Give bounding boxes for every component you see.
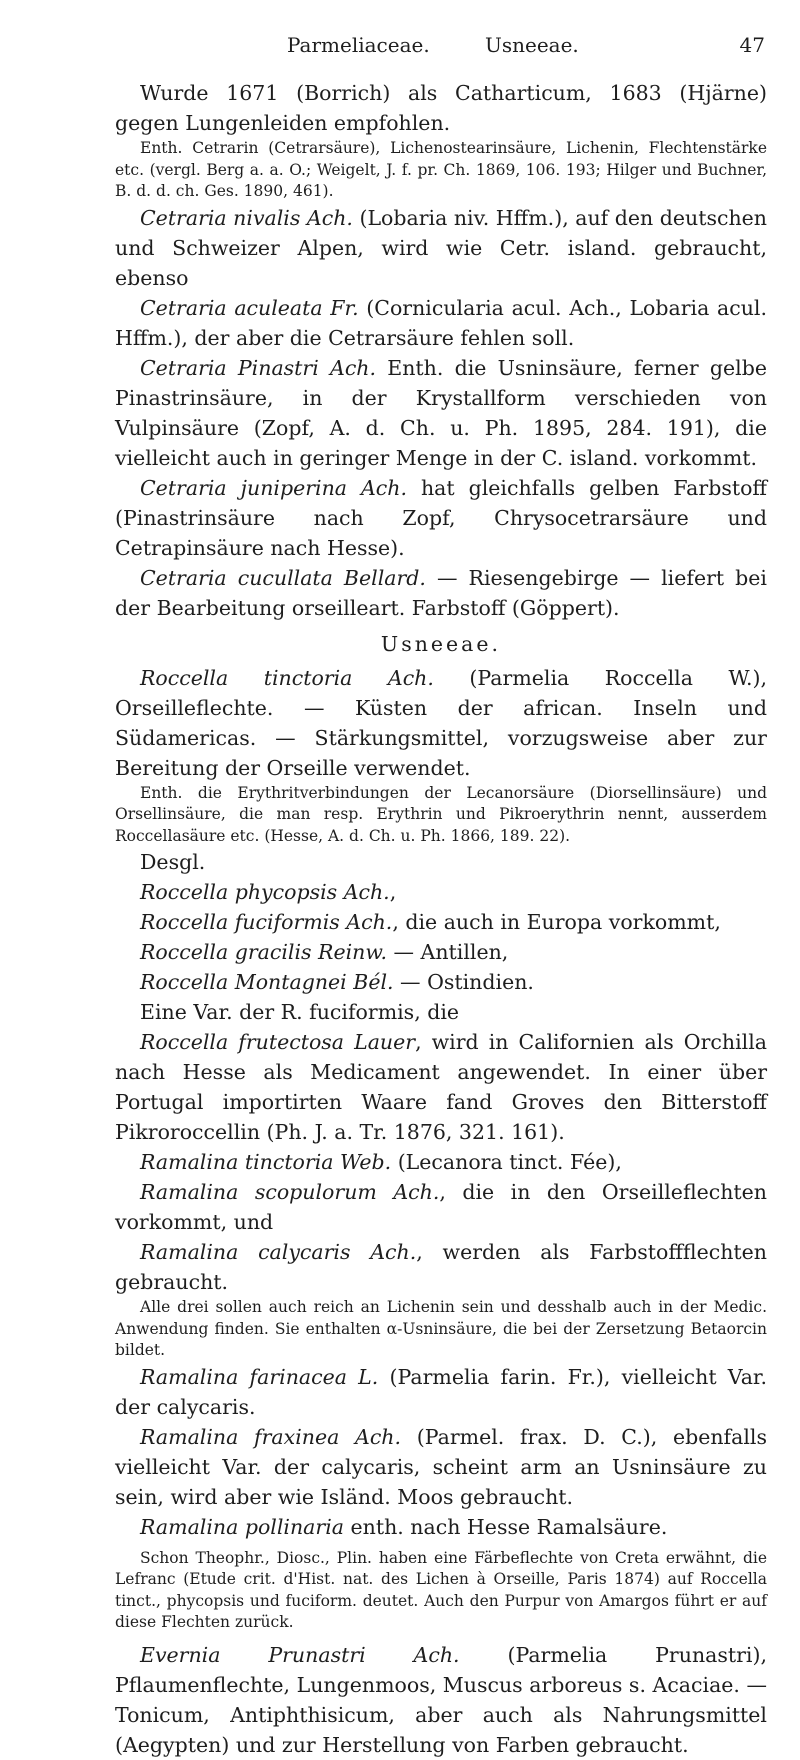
running-header bbox=[115, 30, 765, 60]
note-erythrit: Enth. die Erythritverbindungen der Lecanorsäure (Diorsellinsäure) und Orsellinsäure, die man resp. Erythrin und Pikroerythrin nennt, ausserdem Roccellasäure etc. (Hesse, A. d. Ch. u. Ph. 1866, 189. 22). bbox=[115, 783, 767, 845]
species-name: Cetraria nivalis Ach. bbox=[140, 205, 353, 230]
note-theophrastus: Schon Theophr., Diosc., Plin. haben eine Färbeflechte von Creta erwähnt, die Lefranc (Etude crit. d'Hist. nat. des Lichen à Orseille, Paris 1874) auf Roccella tinct., phycopsis und fuciform. deutet. Auch den Purpur von Amargos führt er auf diese Flechten zurück. bbox=[115, 1548, 767, 1631]
species-name: Roccella frutectosa Lauer bbox=[140, 1030, 416, 1054]
entry-cetraria-pinastri: Cetraria Pinastri Ach. Enth. die Usninsäure, ferner gelbe Pinastrinsäure, in der Krystallform verschieden von Vulpinsäure (Zopf, A. d. Ch. u. Ph. 1895, 284. 191), die vielleicht auch in geringer Menge in der C. island. vorkommt. bbox=[115, 355, 767, 470]
species-name: Ramalina pollinaria bbox=[140, 1514, 344, 1539]
entry-ramalina-pollinaria: Ramalina pollinaria enth. nach Hesse Ramalsäure. bbox=[140, 1514, 668, 1539]
entry-roccella-gracilis: Roccella gracilis Reinw. — Antillen, bbox=[140, 940, 509, 964]
species-name: Roccella fuciformis Ach. bbox=[140, 910, 393, 934]
species-name: Ramalina calycaris Ach. bbox=[140, 1240, 417, 1264]
entry-ramalina-scopulorum: Ramalina scopulorum Ach., die in den Orseilleflechten vorkommt, und bbox=[115, 1180, 768, 1234]
page-body bbox=[115, 78, 767, 1760]
header-family: Parmeliaceae. bbox=[287, 33, 430, 57]
species-name: Ramalina scopulorum Ach. bbox=[140, 1180, 440, 1204]
species-name: Cetraria juniperina Ach. bbox=[140, 475, 407, 500]
section-heading: Usneeae. bbox=[380, 631, 502, 656]
entry-roccella-frutectosa: Roccella frutectosa Lauer, wird in Californien als Orchilla nach Hesse als Medicament angewendet. In einer über Portugal importirten Waare fand Groves den Bitterstoff Pikroroccellin (Ph. J. a. Tr. 1876, 321. 161). bbox=[115, 1030, 767, 1144]
note-cetrarin: Enth. Cetrarin (Cetrarsäure), Lichenostearinsäure, Lichenin, Flechtenstärke etc. (vergl. Berg a. a. O.; Weigelt, J. f. pr. Ch. 1869, 106. 193; Hilger und Buchner, B. d. d. ch. Ges. 1890, 461). bbox=[115, 139, 767, 200]
entry-evernia-prunastri: Evernia Prunastri Ach. (Parmelia Prunastri), Pflaumenflechte, Lungenmoos, Muscus arboreus s. Acaciae. — Tonicum, Antiphthisicum, aber auch als Nahrungsmittel (Aegypten) und zur Herstellung von Farben gebraucht. bbox=[115, 1642, 767, 1757]
species-name: Ramalina farinacea L. bbox=[140, 1364, 379, 1389]
entry-cetraria-nivalis: Cetraria nivalis Ach. (Lobaria niv. Hffm.), auf den deutschen und Schweizer Alpen, wird wie Cetr. island. gebraucht, ebenso bbox=[115, 205, 768, 290]
entry-ramalina-tinctoria: Ramalina tinctoria Web. (Lecanora tinct. Fée), bbox=[140, 1150, 622, 1174]
species-name: Roccella phycopsis Ach. bbox=[140, 880, 390, 904]
species-name: Cetraria Pinastri Ach. bbox=[140, 355, 377, 380]
paragraph-intro: Wurde 1671 (Borrich) als Catharticum, 1683 (Hjärne) gegen Lungenleiden empfohlen. bbox=[115, 81, 767, 135]
entry-roccella-fuciformis: Roccella fuciformis Ach., die auch in Europa vorkommt, bbox=[140, 910, 721, 934]
paragraph-desgl: Desgl. bbox=[140, 850, 206, 874]
entry-roccella-phycopsis: Roccella phycopsis Ach., bbox=[140, 880, 397, 904]
page-number: 47 bbox=[739, 33, 765, 57]
entry-cetraria-juniperina: Cetraria juniperina Ach. hat gleichfalls gelben Farbstoff (Pinastrinsäure nach Zopf, Chrysocetrarsäure und Cetrapinsäure nach Hesse). bbox=[115, 475, 767, 560]
species-name: Ramalina fraxinea Ach. bbox=[140, 1424, 402, 1449]
entry-roccella-tinctoria: Roccella tinctoria Ach. (Parmelia Roccella W.), Orseilleflechte. — Küsten der african. Inseln und Südamericas. — Stärkungsmittel, vorzugsweise aber zur Bereitung der Orseille verwendet. bbox=[115, 665, 767, 780]
entry-roccella-montagnei: Roccella Montagnei Bél. — Ostindien. bbox=[140, 970, 534, 994]
species-name: Cetraria cucullata Bellard. bbox=[140, 565, 426, 590]
entry-ramalina-fraxinea: Ramalina fraxinea Ach. (Parmel. frax. D. C.), ebenfalls vielleicht Var. der calycaris, scheint arm an Usninsäure zu sein, wird aber wie Isländ. Moos gebraucht. bbox=[115, 1424, 767, 1509]
species-name: Ramalina tinctoria Web. bbox=[140, 1150, 392, 1174]
species-name: Roccella tinctoria Ach. bbox=[140, 665, 434, 690]
paragraph-var: Eine Var. der R. fuciformis, die bbox=[140, 1000, 460, 1024]
note-lichenin: Alle drei sollen auch reich an Lichenin sein und desshalb auch in der Medic. Anwendung finden. Sie enthalten α-Usninsäure, die bei der Zersetzung Betaorcin bildet. bbox=[115, 1298, 767, 1359]
header-tribe: Usneeae. bbox=[485, 33, 579, 57]
entry-cetraria-aculeata: Cetraria aculeata Fr. (Cornicularia acul. Ach., Lobaria acul. Hffm.), der aber die Cetrarsäure fehlen soll. bbox=[115, 295, 767, 350]
species-name: Cetraria aculeata Fr. bbox=[140, 295, 359, 320]
species-name: Roccella Montagnei Bél. bbox=[140, 970, 394, 994]
species-name: Evernia Prunastri Ach. bbox=[140, 1642, 460, 1667]
entry-cetraria-cucullata: Cetraria cucullata Bellard. — Riesengebirge — liefert bei der Bearbeitung orseilleart. Farbstoff (Göppert). bbox=[115, 565, 767, 620]
species-name: Roccella gracilis Reinw. bbox=[140, 940, 388, 964]
entry-ramalina-farinacea: Ramalina farinacea L. (Parmelia farin. Fr.), vielleicht Var. der calycaris. bbox=[115, 1364, 767, 1419]
entry-ramalina-calycaris: Ramalina calycaris Ach., werden als Farbstoffflechten gebraucht. bbox=[115, 1240, 767, 1294]
